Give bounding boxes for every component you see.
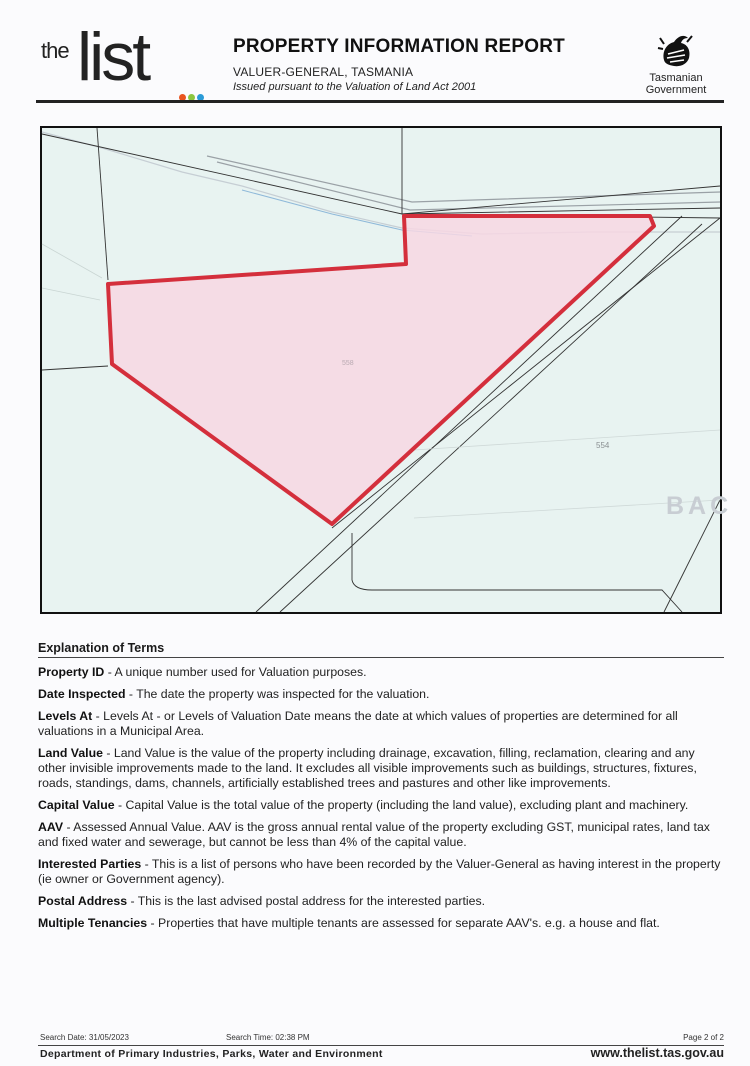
page-footer	[38, 1033, 724, 1062]
logo-dots	[179, 88, 206, 106]
logo-name: list	[77, 19, 149, 95]
department-name: Department of Primary Industries, Parks, Water and Environment	[40, 1048, 383, 1060]
page-number: Page 2 of 2	[683, 1033, 724, 1042]
tasmanian-tiger-icon	[654, 30, 698, 72]
term-label: AAV	[38, 820, 64, 834]
term-description: - Capital Value is the total value of the property (including the land value), excluding plant and machinery.	[114, 798, 689, 812]
term-label: Date Inspected	[38, 687, 126, 701]
logo-prefix: the	[41, 38, 69, 63]
header-rule	[36, 100, 724, 103]
neighbour-parcel-label: 554	[596, 441, 610, 450]
term-item	[38, 916, 724, 931]
term-description: - Properties that have multiple tenants are assessed for separate AAV's. e.g. a house and flat.	[147, 916, 660, 930]
property-map	[40, 126, 733, 614]
term-description: - Land Value is the value of the property including drainage, excavation, filling, reclamation, clearing and any other invisible improvements made to the land. It excludes all visible improvements such as buildings, structures, fixtures, roads, standings, dams, channels, artificially established trees and pastures and other like improvements.	[38, 746, 697, 790]
term-description: - This is the last advised postal address for the interested parties.	[127, 894, 486, 908]
report-issued: Issued pursuant to the Valuation of Land Act 2001	[233, 81, 477, 93]
term-item	[38, 857, 724, 887]
explanation-of-terms	[38, 641, 724, 931]
term-description: - A unique number used for Valuation purposes.	[104, 665, 367, 679]
term-item	[38, 746, 724, 791]
footer-meta	[38, 1033, 724, 1044]
thelist-logo	[41, 19, 211, 102]
report-title: PROPERTY INFORMATION REPORT	[233, 36, 565, 57]
term-item	[38, 709, 724, 739]
website-link[interactable]: www.thelist.tas.gov.au	[590, 1046, 724, 1060]
report-subtitle: VALUER-GENERAL, TASMANIA	[233, 65, 414, 79]
term-description: - The date the property was inspected for the valuation.	[125, 687, 430, 701]
term-label: Land Value	[38, 746, 103, 760]
term-label: Property ID	[38, 665, 105, 679]
term-description: - Levels At - or Levels of Valuation Date means the date at which values of properties are determined for all valuations in a Municipal Area.	[38, 709, 678, 738]
tasmanian-government-logo	[636, 30, 716, 96]
term-label: Interested Parties	[38, 857, 142, 871]
gov-line1: Tasmanian	[649, 72, 703, 84]
term-item	[38, 798, 724, 813]
parcel-number-label: 558	[342, 360, 354, 367]
term-label: Capital Value	[38, 798, 115, 812]
road-name-label: BAC	[666, 492, 733, 520]
gov-line2: Government	[645, 84, 707, 96]
term-description: - This is a list of persons who have been recorded by the Valuer-General as having interest in the property (ie owner or Government agency).	[38, 857, 721, 886]
term-item	[38, 687, 724, 702]
term-item	[38, 894, 724, 909]
term-label: Levels At	[38, 709, 93, 723]
term-item	[38, 665, 724, 680]
report-title-block	[233, 36, 565, 93]
report-header	[36, 19, 724, 102]
term-item	[38, 820, 724, 850]
term-label: Multiple Tenancies	[38, 916, 148, 930]
term-label: Postal Address	[38, 894, 128, 908]
map-canvas	[42, 128, 733, 612]
footer-credits	[38, 1046, 724, 1062]
search-time: Search Time: 02:38 PM	[226, 1033, 310, 1042]
term-description: - Assessed Annual Value. AAV is the gross annual rental value of the property excluding GST, municipal rates, land tax and fixed water and sewerage, but cannot be less than 4% of the capital value.	[38, 820, 710, 849]
terms-heading: Explanation of Terms	[38, 641, 724, 658]
search-date: Search Date: 31/05/2023	[40, 1033, 129, 1042]
